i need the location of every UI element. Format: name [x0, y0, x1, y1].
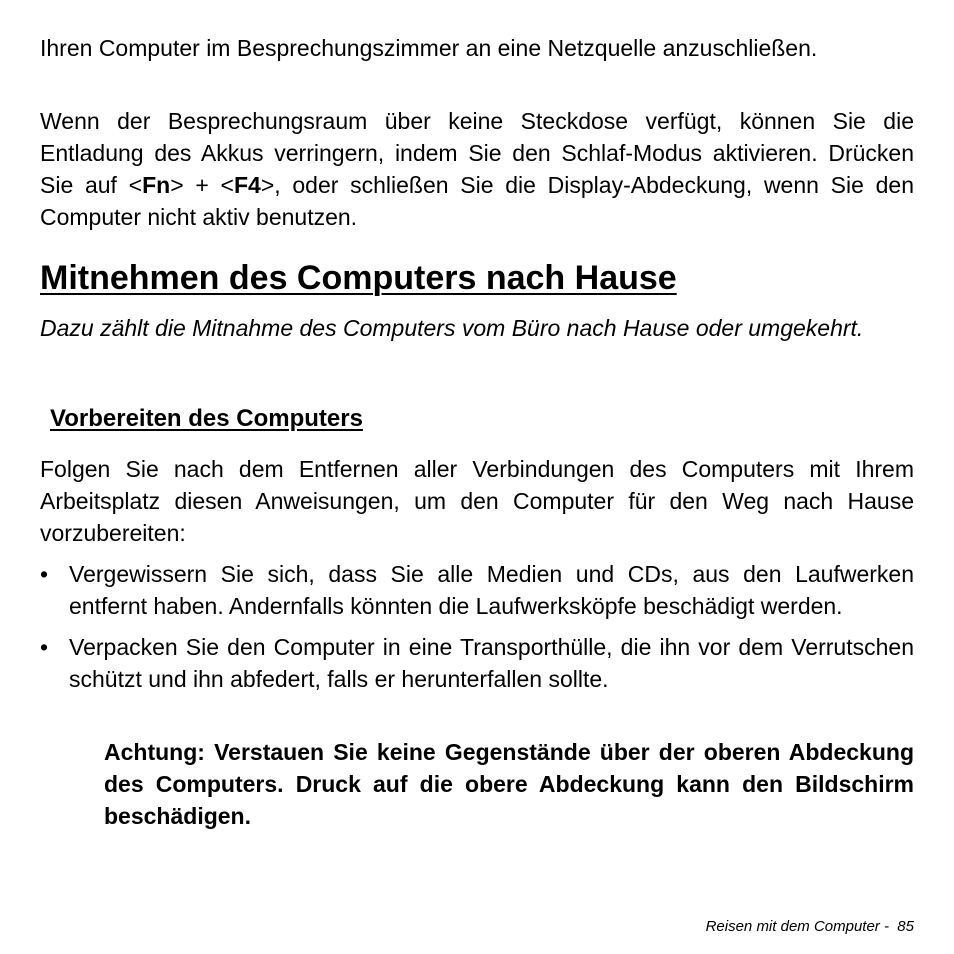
bullet-list [40, 558, 914, 695]
section-heading: Mitnehmen des Computers nach Hause [40, 259, 677, 297]
warning-note: Achtung: Verstauen Sie keine Gegenstände über der oberen Abdeckung des Computers. Druck auf die obere Abdeckung kann den Bildschirm beschädigen. [104, 739, 914, 829]
subsection-heading: Vorbereiten des Computers [50, 405, 363, 432]
list-item-text: Verpacken Sie den Computer in eine Transporthülle, die ihn vor dem Verrutschen schützt und ihn abfedert, falls er herunterfallen sollte. [69, 634, 914, 692]
list-item-text: Vergewissern Sie sich, dass Sie alle Medien und CDs, aus den Laufwerken entfernt haben. Andernfalls könnten die Laufwerksköpfe beschädigt werden. [69, 561, 914, 619]
page-footer: Reisen mit dem Computer - 85 [705, 918, 914, 935]
section-intro: Dazu zählt die Mitnahme des Computers vom Büro nach Hause oder umgekehrt. [40, 315, 864, 341]
paragraph-text: >, oder schließen Sie die Display-Abdeckung, wenn Sie den Computer nicht aktiv benutzen. [40, 172, 914, 230]
key-f4: F4 [233, 172, 261, 198]
key-fn: Fn [142, 172, 171, 198]
bullet-icon: • [40, 634, 49, 660]
subsection-text: Folgen Sie nach dem Entfernen aller Verbindungen des Computers mit Ihrem Arbeitsplatz diesen Anweisungen, um den Computer für den Weg nach Hause vorzubereiten: [40, 456, 914, 546]
paragraph-power-source: Ihren Computer im Besprechungszimmer an eine Netzquelle anzuschließen. [40, 35, 818, 61]
paragraph-text: > + < [170, 172, 234, 198]
paragraph-sleep-mode [40, 105, 914, 233]
list-item [40, 631, 914, 695]
paragraph-text: Wenn der Besprechungsraum über keine Steckdose verfügt, können Sie die Entladung des Akkus verringern, indem Sie den Schlaf-Modus aktivieren. Drücken Sie auf < [40, 108, 914, 198]
list-item [40, 558, 914, 622]
bullet-icon: • [40, 561, 49, 587]
